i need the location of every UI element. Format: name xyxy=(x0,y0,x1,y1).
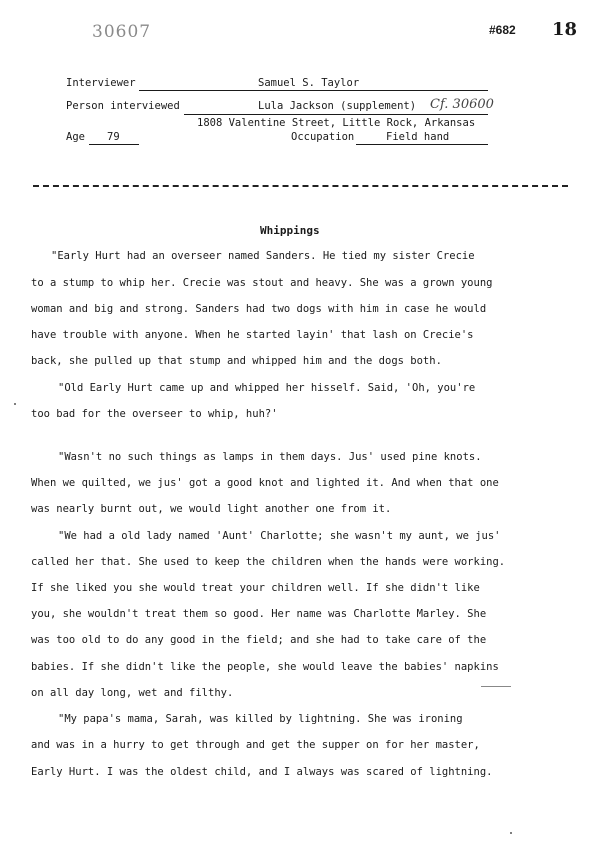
body-line: woman and big and strong. Sanders had two dogs with him in case he would xyxy=(31,303,487,315)
interviewer-rule xyxy=(139,90,488,91)
age-value: 79 xyxy=(107,131,120,143)
occupation-value: Field hand xyxy=(386,131,450,143)
address: 1808 Valentine Street, Little Rock, Arkansas xyxy=(197,117,476,129)
body-line: have trouble with anyone. When he started layin' that lash on Crecie's xyxy=(31,329,474,341)
body-line: was too old to do any good in the field; and she had to take care of the xyxy=(31,634,487,646)
body-line: "We had a old lady named 'Aunt' Charlotte; she wasn't my aunt, we jus' xyxy=(58,530,501,542)
occupation-rule xyxy=(356,144,488,145)
handwritten-reference-note: Cf. 30600 xyxy=(430,97,494,112)
body-line: "Old Early Hurt came up and whipped her hisself. Said, 'Oh, you're xyxy=(58,382,476,394)
body-line: to a stump to whip her. Crecie was stout and heavy. She was a grown young xyxy=(31,277,493,289)
body-line: was nearly burnt out, we would light another one from it. xyxy=(31,503,392,515)
body-line: Early Hurt. I was the oldest child, and I always was scared of lightning. xyxy=(31,766,493,778)
person-interviewed-rule xyxy=(184,114,488,115)
body-line: on all day long, wet and filthy. xyxy=(31,687,234,699)
person-interviewed-label: Person interviewed xyxy=(66,100,180,112)
body-line: back, she pulled up that stump and whipped him and the dogs both. xyxy=(31,355,442,367)
archive-stamp-number: 30607 xyxy=(92,22,152,42)
section-heading: Whippings xyxy=(260,224,320,237)
occupation-label: Occupation xyxy=(291,131,355,143)
body-line: too bad for the overseer to whip, huh?' xyxy=(31,408,278,420)
body-line: "My papa's mama, Sarah, was killed by lightning. She was ironing xyxy=(58,713,463,725)
age-label: Age xyxy=(66,131,85,143)
paper-speck xyxy=(14,403,16,405)
body-line: and was in a hurry to get through and get the supper on for her master, xyxy=(31,739,480,751)
body-line: "Wasn't no such things as lamps in them days. Jus' used pine knots. xyxy=(58,451,482,463)
paper-speck xyxy=(510,832,512,834)
document-number: #682 xyxy=(489,23,516,37)
interviewer-label: Interviewer xyxy=(66,77,136,89)
person-interviewed-value: Lula Jackson (supplement) xyxy=(258,100,417,112)
body-line: If she liked you she would treat your children well. If she didn't like xyxy=(31,582,480,594)
interviewer-value: Samuel S. Taylor xyxy=(258,77,360,89)
page-number: 18 xyxy=(552,19,578,40)
pencil-mark xyxy=(481,686,511,687)
body-line: babies. If she didn't like the people, she would leave the babies' napkins xyxy=(31,661,499,673)
body-line: called her that. She used to keep the children when the hands were working. xyxy=(31,556,506,568)
body-line: When we quilted, we jus' got a good knot and lighted it. And when that one xyxy=(31,477,499,489)
body-line: you, she wouldn't treat them so good. Her name was Charlotte Marley. She xyxy=(31,608,487,620)
dashed-separator xyxy=(33,185,568,187)
body-line: "Early Hurt had an overseer named Sanders. He tied my sister Crecie xyxy=(51,250,475,262)
age-rule xyxy=(89,144,139,145)
